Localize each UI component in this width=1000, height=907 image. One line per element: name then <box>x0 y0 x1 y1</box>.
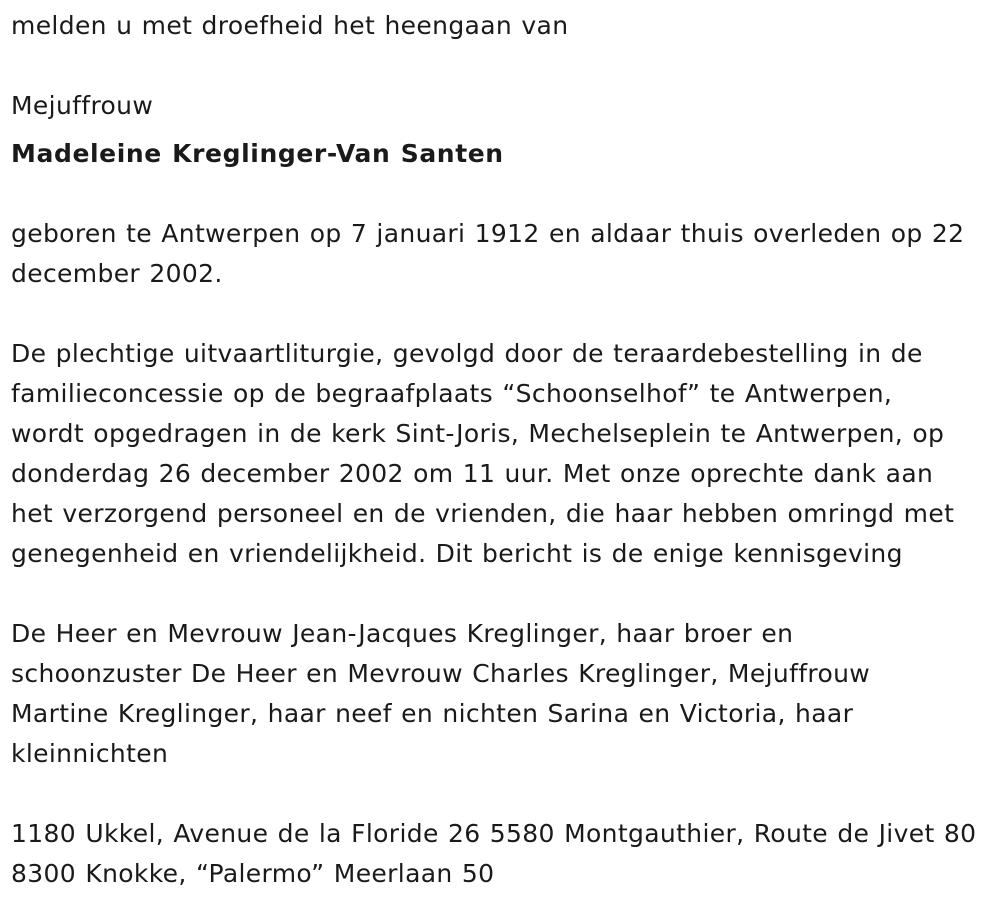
spacer <box>11 126 996 134</box>
text-line: geboren te Antwerpen op 7 januari 1912 en aldaar thuis overleden op 22 <box>11 219 965 248</box>
text-line: donderdag 26 december 2002 om 11 uur. Met onze oprechte dank aan <box>11 459 934 488</box>
text-line: het verzorgend personeel en de vrienden, die haar hebben omringd met <box>11 499 955 528</box>
spacer <box>11 774 996 814</box>
text-line: 1180 Ukkel, Avenue de la Floride 26 5580 Montgauthier, Route de Jivet 80 <box>11 819 977 848</box>
text-line: familieconcessie op de begraafplaats “Schoonselhof” te Antwerpen, <box>11 379 893 408</box>
text-line: De Heer en Mevrouw Jean-Jacques Kreglinger, haar broer en <box>11 619 794 648</box>
text-line: Martine Kreglinger, haar neef en nichten Sarina en Victoria, haar <box>11 699 854 728</box>
intro-text: melden u met droefheid het heengaan van <box>11 11 569 40</box>
text-line: schoonzuster De Heer en Mevrouw Charles Kreglinger, Mejuffrouw <box>11 659 871 688</box>
funeral-paragraph <box>11 334 996 574</box>
spacer <box>11 294 996 334</box>
text-line: De plechtige uitvaartliturgie, gevolgd door de teraardebestelling in de <box>11 339 923 368</box>
text-line: 8300 Knokke, “Palermo” Meerlaan 50 <box>11 859 495 888</box>
text-line: december 2002. <box>11 259 223 288</box>
family-paragraph <box>11 614 996 774</box>
address-paragraph <box>11 814 996 894</box>
spacer <box>11 574 996 614</box>
spacer <box>11 46 996 86</box>
honorific-title: Mejuffrouw <box>11 91 154 120</box>
text-line: wordt opgedragen in de kerk Sint-Joris, Mechelseplein te Antwerpen, op <box>11 419 945 448</box>
spacer <box>11 174 996 214</box>
death-notice <box>11 6 996 894</box>
deceased-name: Madeleine Kreglinger-Van Santen <box>11 139 504 168</box>
text-line: kleinnichten <box>11 739 169 768</box>
birth-death-paragraph <box>11 214 996 294</box>
text-line: genegenheid en vriendelijkheid. Dit bericht is de enige kennisgeving <box>11 539 903 568</box>
